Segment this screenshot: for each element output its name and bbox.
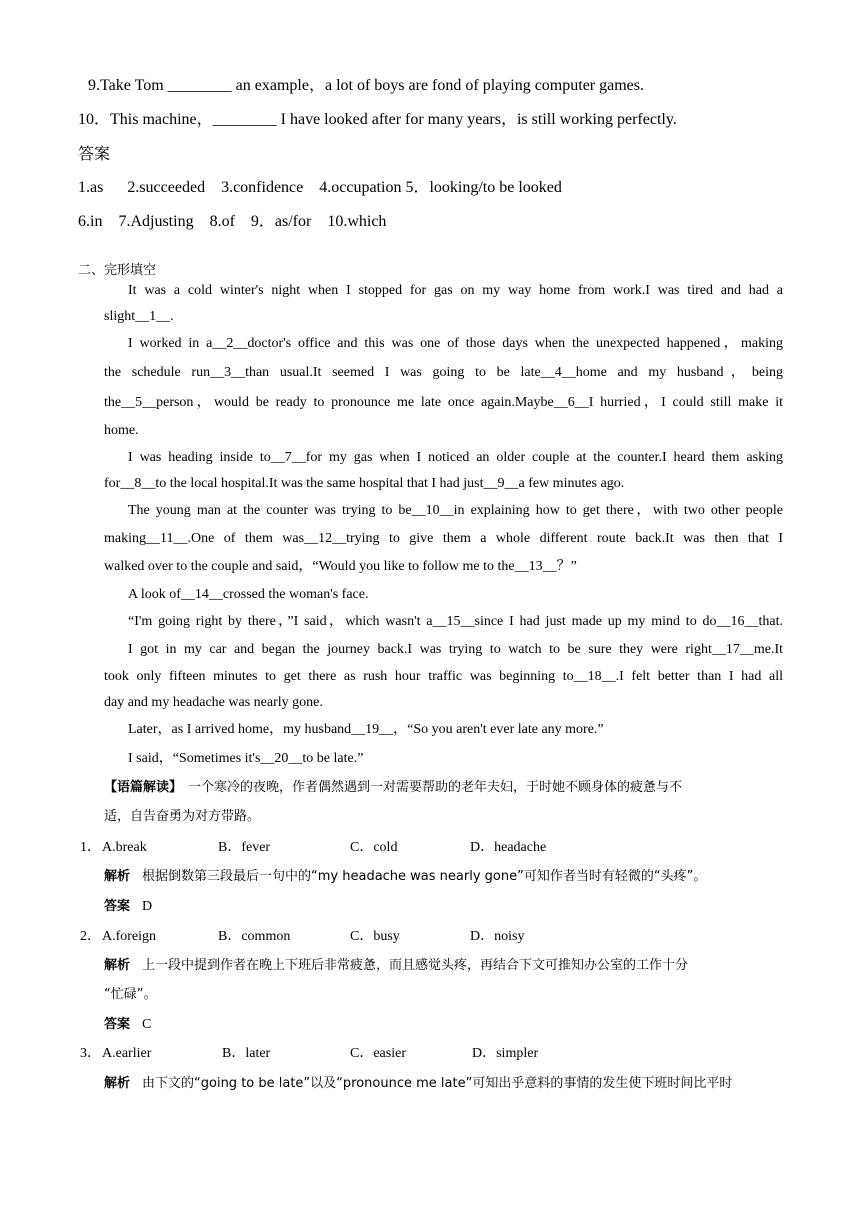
answer-label: 答案	[104, 1017, 131, 1032]
option: C．easier	[350, 1046, 406, 1061]
passage-line: The young man at the counter was trying to be__10__in explaining how to get there，with two other people	[128, 503, 783, 518]
option: D．headache	[470, 840, 547, 855]
passage-line: I worked in a__2__doctor's office and this was one of those days when the unexpected happened，making	[128, 336, 783, 351]
reading-text: 一个寒冷的夜晚，作者偶然遇到一对需要帮助的老年夫妇，于时她不顾身体的疲惫与不	[188, 780, 683, 795]
analysis-text: “忙碌”。	[104, 987, 157, 1002]
analysis	[104, 869, 706, 885]
passage-line: Later，as I arrived home，my husband__19__，“So you aren't ever late any more.”	[128, 722, 604, 737]
analysis-text: 上一段中提到作者在晚上下班后非常疲惫，而且感觉头疼，再结合下文可推知办公室的工作十分	[142, 958, 689, 973]
answer-value: D	[142, 899, 153, 914]
analysis-label: 解析	[104, 958, 131, 973]
option: A.foreign	[102, 929, 157, 944]
passage-line: A look of__14__crossed the woman's face.	[128, 587, 369, 602]
option: B．later	[222, 1046, 271, 1061]
question-number: 2．	[80, 929, 101, 944]
passage-line: It was a cold winter's night when I stopped for gas on my way home from work.I was tired and had a	[128, 283, 783, 298]
question-10: 10．This machine，________ I have looked after for many years，is still working perfectly.	[78, 111, 677, 128]
passage-line: slight__1__.	[104, 309, 174, 324]
answer-label: 答案	[104, 899, 131, 914]
answers-row-2: 6.in 7.Adjusting 8.of 9．as/for 10.which	[78, 213, 387, 230]
reading-text: 适，自告奋勇为对方带路。	[104, 809, 261, 824]
question-9: 9.Take Tom ________ an example，a lot of boys are fond of playing computer games.	[88, 77, 644, 94]
reading-analysis	[104, 780, 682, 796]
passage-line: “I'm going right by there，”I said，which wasn't a__15__since I had just made up my mind to do__16__that.	[128, 614, 783, 629]
answer	[104, 1017, 151, 1034]
section-title: 二、完形填空	[78, 263, 157, 278]
question-number: 1．	[80, 840, 101, 855]
analysis	[104, 1076, 732, 1092]
option: B．common	[218, 929, 291, 944]
option: C．cold	[350, 840, 398, 855]
answer	[104, 899, 152, 916]
passage-line: the schedule run__3__than usual.It seemed I was going to be late__4__home and my husband，being	[104, 365, 783, 380]
option: D．noisy	[470, 929, 525, 944]
analysis-text: 根据倒数第三段最后一句中的“my headache was nearly gone”可知作者当时有轻微的“头疼”。	[142, 869, 707, 884]
passage-line: for__8__to the local hospital.It was the same hospital that I had just__9__a few minutes ago.	[104, 476, 625, 491]
analysis-label: 解析	[104, 869, 131, 884]
passage-line: took only fifteen minutes to get there as rush hour traffic was beginning to__18__.I felt better than I had all	[104, 669, 783, 684]
passage-line: walked over to the couple and said，“Would you like to follow me to the__13__？”	[104, 559, 577, 574]
passage-line: I got in my car and began the journey back.I was trying to watch to be sure they were right__17__me.It	[128, 642, 783, 657]
answer-heading: 答案	[78, 144, 111, 163]
passage-line: making__11__.One of them was__12__trying to give them a whole different route back.It was then that I	[104, 531, 783, 546]
option: A.earlier	[102, 1046, 152, 1061]
answer-value: C	[142, 1017, 152, 1032]
answers-row-1: 1.as 2.succeeded 3.confidence 4.occupation 5．looking/to be looked	[78, 179, 562, 196]
analysis-label: 解析	[104, 1076, 131, 1091]
passage-line: I said，“Sometimes it's__20__to be late.”	[128, 751, 364, 766]
option: B．fever	[218, 840, 271, 855]
analysis	[104, 958, 688, 974]
reading-label: 【语篇解读】	[104, 780, 183, 795]
passage-line: the__5__person，would be ready to pronounce me late once again.Maybe__6__I hurried，I could still make it	[104, 395, 783, 410]
option: C．busy	[350, 929, 400, 944]
passage-line: home.	[104, 423, 139, 438]
option: D．simpler	[472, 1046, 539, 1061]
question-number: 3．	[80, 1046, 101, 1061]
option: A.break	[102, 840, 147, 855]
passage-line: day and my headache was nearly gone.	[104, 695, 323, 710]
analysis-text: 由下文的“going to be late”以及“pronounce me late”可知出乎意料的事情的发生使下班时间比平时	[142, 1076, 733, 1091]
passage-line: I was heading inside to__7__for my gas when I noticed an older couple at the counter.I heard them asking	[128, 450, 783, 465]
